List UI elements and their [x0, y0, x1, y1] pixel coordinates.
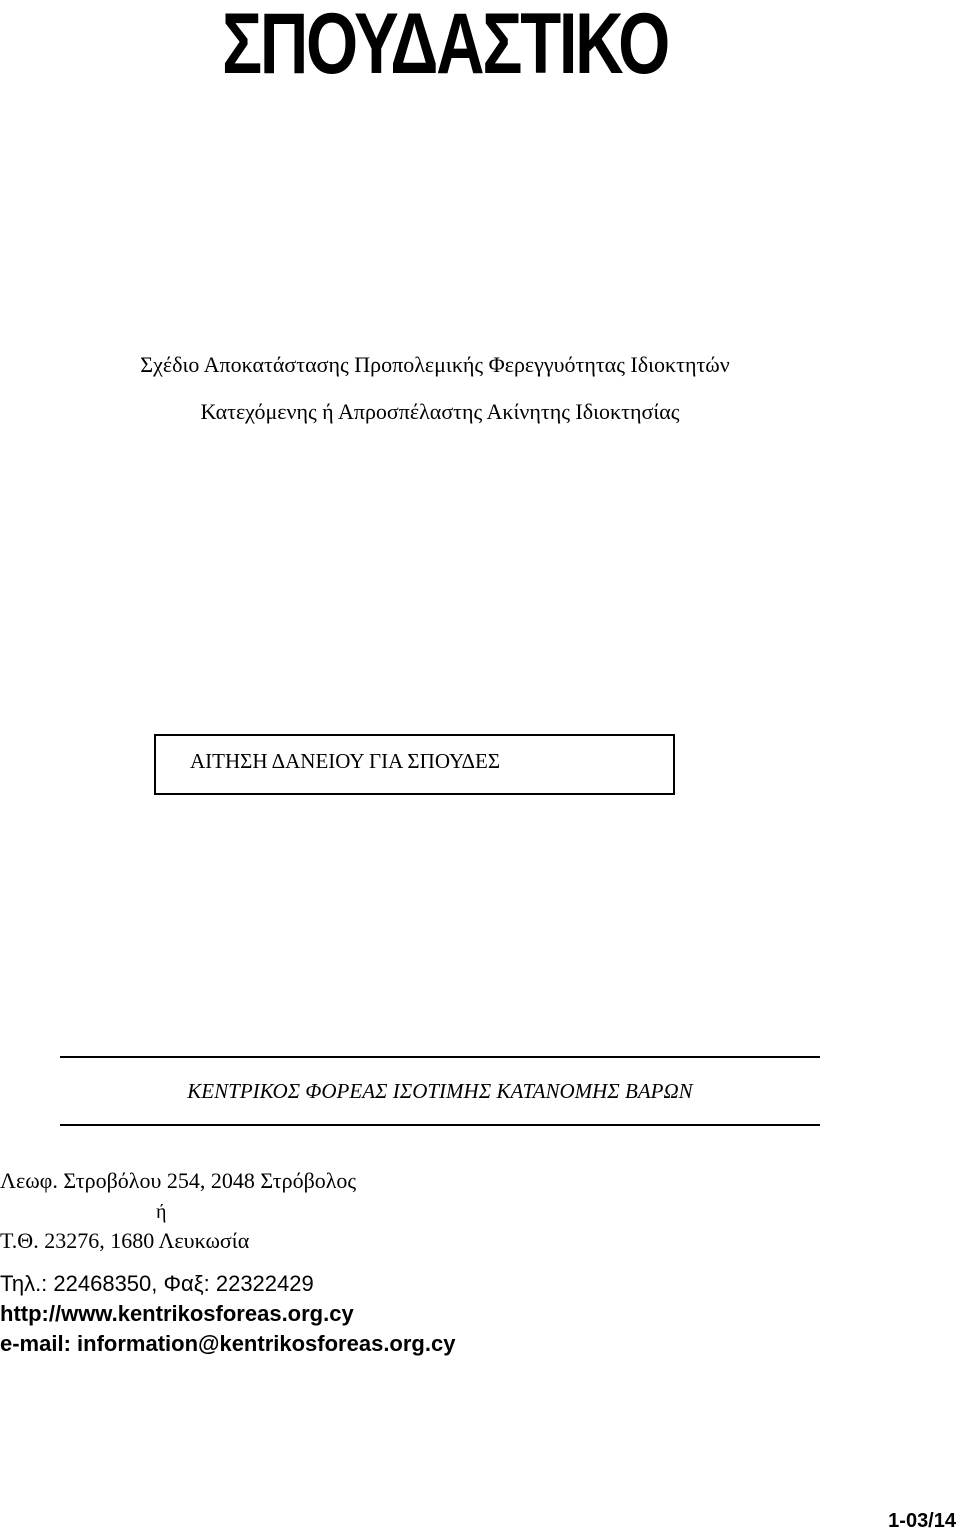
scheme-title-line-2: Κατεχόμενης ή Απροσπέλαστης Ακίνητης Ιδιοκτησίας [200, 399, 680, 424]
address-or-separator: ή [156, 1201, 167, 1223]
application-title: ΑΙΤΗΣΗ ΔΑΝΕΙΟΥ ΓΙΑ ΣΠΟΥΔΕΣ [190, 749, 501, 773]
organization-top-rule [60, 1056, 820, 1058]
street-address: Λεωφ. Στροβόλου 254, 2048 Στρόβολος [0, 1168, 357, 1193]
po-box-address: Τ.Θ. 23276, 1680 Λευκωσία [0, 1228, 250, 1253]
scheme-title-line-1: Σχέδιο Αποκατάστασης Προπολεμικής Φερεγγυότητας Ιδιοκτητών [140, 352, 730, 377]
form-code: 1-03/14 [888, 1510, 956, 1532]
organization-bottom-rule [60, 1124, 820, 1126]
email-line[interactable]: e-mail: information@kentrikosforeas.org.cy [0, 1331, 456, 1356]
document-banner-title: ΣΠΟΥΔΑΣΤΙΚΟ [222, 0, 668, 92]
application-title-box [154, 734, 675, 795]
website-link[interactable]: http://www.kentrikosforeas.org.cy [0, 1301, 354, 1326]
phone-fax-line: Τηλ.: 22468350, Φαξ: 22322429 [0, 1271, 314, 1296]
organization-name: ΚΕΝΤΡΙΚΟΣ ΦΟΡΕΑΣ ΙΣΟΤΙΜΗΣ ΚΑΤΑΝΟΜΗΣ ΒΑΡΩΝ [187, 1079, 693, 1103]
